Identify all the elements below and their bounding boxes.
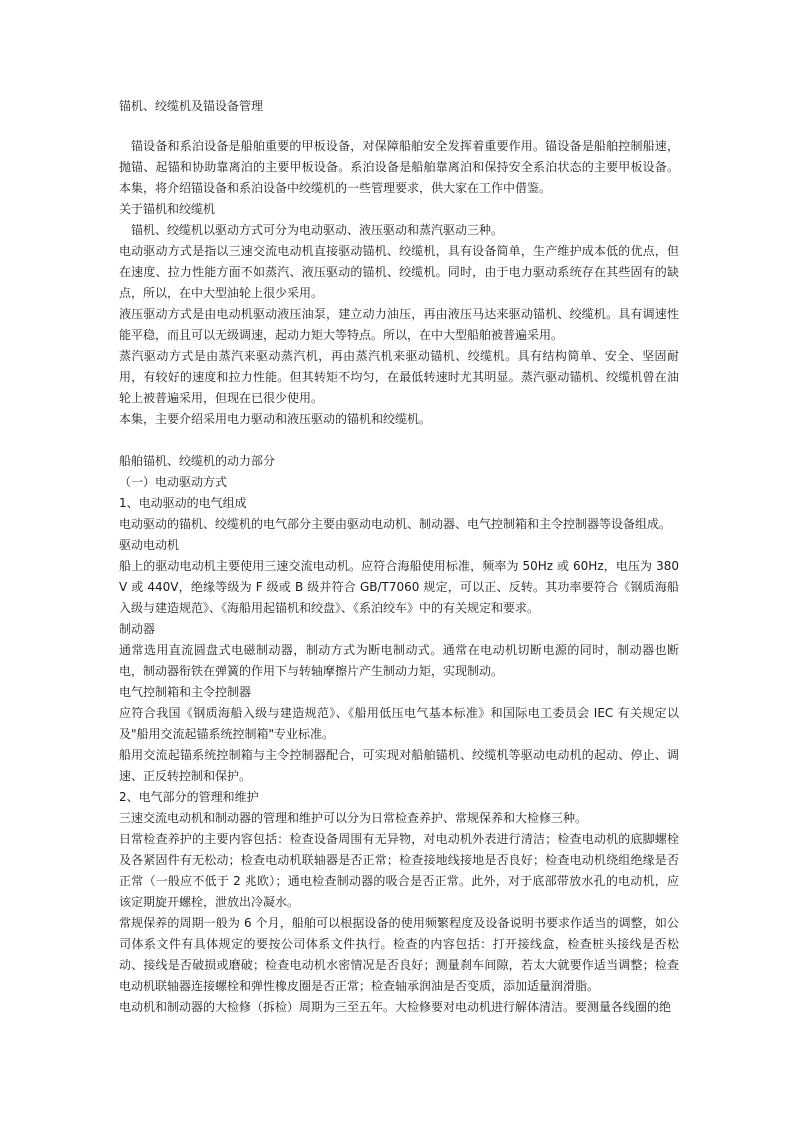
paragraph: 锚机、绞缆机以驱动方式可分为电动驱动、液压驱动和蒸汽驱动三种。 [131,223,504,237]
paragraph: 船上的驱动电动机主要使用三速交流电动机。应符合海船使用标准，频率为 50Hz 或 60Hz，电压为 380V 或 440V，绝缘等级为 F 级或 B 级并符合 GB/T7060 规定，可以正、反转。其功率要符合《钢质海船入级与建造规范》、《海船用起锚机和绞盘》、《系泊绞车》中的有关规定和要求。 [119,559,679,615]
paragraph: 蒸汽驱动方式是由蒸汽来驱动蒸汽机，再由蒸汽机来驱动锚机、绞缆机。具有结构简单、安全、坚固耐用，有较好的速度和拉力性能。但其转矩不均匀，在最低转速时尤其明显。蒸汽驱动锚机、绞缆机曾在油轮上被普遍采用，但现在已很少使用。 [119,349,679,405]
paragraph: 电动驱动的锚机、绞缆机的电气部分主要由驱动电动机、制动器、电气控制箱和主令控制器等设备组成。 [119,517,672,531]
paragraph: 电气控制箱和主令控制器 [119,685,252,699]
paragraph-spacer [119,430,679,451]
paragraph: （一）电动驱动方式 [119,475,228,489]
paragraph: 船舶锚机、绞缆机的动力部分 [119,454,276,468]
paragraph: 应符合我国《钢质海船入级与建造规范》、《船用低压电气基本标准》和国际电工委员会 IEC 有关规定以及"船用交流起锚系统控制箱"专业标准。 [119,706,679,741]
paragraph: 日常检查养护的主要内容包括：检查设备周围有无异物，对电动机外表进行清洁；检查电动机的底脚螺栓及各紧固件有无松动；检查电动机联轴器是否正常；检查接地线接地是否良好；检查电动机绕组绝缘是否正常（一般应不低于 2 兆欧）；通电检查制动器的吸合是否正常。此外，对于底部带放水孔的电动机，应该定期旋开螺栓，泄放出冷凝水。 [119,832,679,909]
document-title: 锚机、绞缆机及锚设备管理 [119,99,264,113]
document-page [119,96,679,1018]
document-body [119,136,679,1018]
paragraph: 关于锚机和绞缆机 [119,202,216,216]
paragraph: 船用交流起锚系统控制箱与主令控制器配合，可实现对船舶锚机、绞缆机等驱动电动机的起动、停止、调速、正反转控制和保护。 [119,748,679,783]
paragraph: 制动器 [119,622,156,636]
paragraph: 2、电气部分的管理和维护 [119,790,259,804]
paragraph: 电动机和制动器的大检修（拆检）周期为三至五年。大检修要对电动机进行解体清洁。要测量各线圈的绝 [119,1000,672,1014]
paragraph: 驱动电动机 [119,538,180,552]
paragraph: 通常选用直流圆盘式电磁制动器，制动方式为断电制动式。通常在电动机切断电源的同时，制动器也断电，制动器衔铁在弹簧的作用下与转轴摩擦片产生制动力矩，实现制动。 [119,643,679,678]
paragraph: 三速交流电动机和制动器的管理和维护可以分为日常检查养护、常规保养和大检修三种。 [119,811,588,825]
paragraph: 本集，主要介绍采用电力驱动和液压驱动的锚机和绞缆机。 [119,412,432,426]
paragraph: 液压驱动方式是由电动机驱动液压油泵，建立动力油压，再由液压马达来驱动锚机、绞缆机。具有调速性能平稳，而且可以无级调速，起动力矩大等特点。所以，在中大型船舶被普遍采用。 [119,307,679,342]
paragraph: 电动驱动方式是指以三速交流电动机直接驱动锚机、绞缆机，具有设备简单，生产维护成本低的优点，但在速度、拉力性能方面不如蒸汽、液压驱动的锚机、绞缆机。同时，由于电力驱动系统存在其些固有的缺点，所以，在中大型油轮上很少采用。 [119,244,679,300]
paragraph: 1、电动驱动的电气组成 [119,496,247,510]
paragraph: 锚设备和系泊设备是船舶重要的甲板设备，对保障船舶安全发挥着重要作用。锚设备是船舶控制船速，抛锚、起锚和协助靠离泊的主要甲板设备。系泊设备是船舶靠离泊和保持安全系泊状态的主要甲板设备。本集，将介绍锚设备和系泊设备中绞缆机的一些管理要求，供大家在工作中借鉴。 [119,139,679,195]
paragraph: 常规保养的周期一般为 6 个月，船舶可以根据设备的使用频繁程度及设备说明书要求作适当的调整，如公司体系文件有具体规定的要按公司体系文件执行。检查的内容包括：打开接线盒，检查桩头接线是否松动、接线是否破损或磨破；检查电动机水密情况是否良好；测量刹车间隙，若太大就要作适当调整；检查电动机联轴器连接螺栓和弹性橡皮圈是否正常；检查轴承润油是否变质，添加适量润滑脂。 [119,916,679,993]
